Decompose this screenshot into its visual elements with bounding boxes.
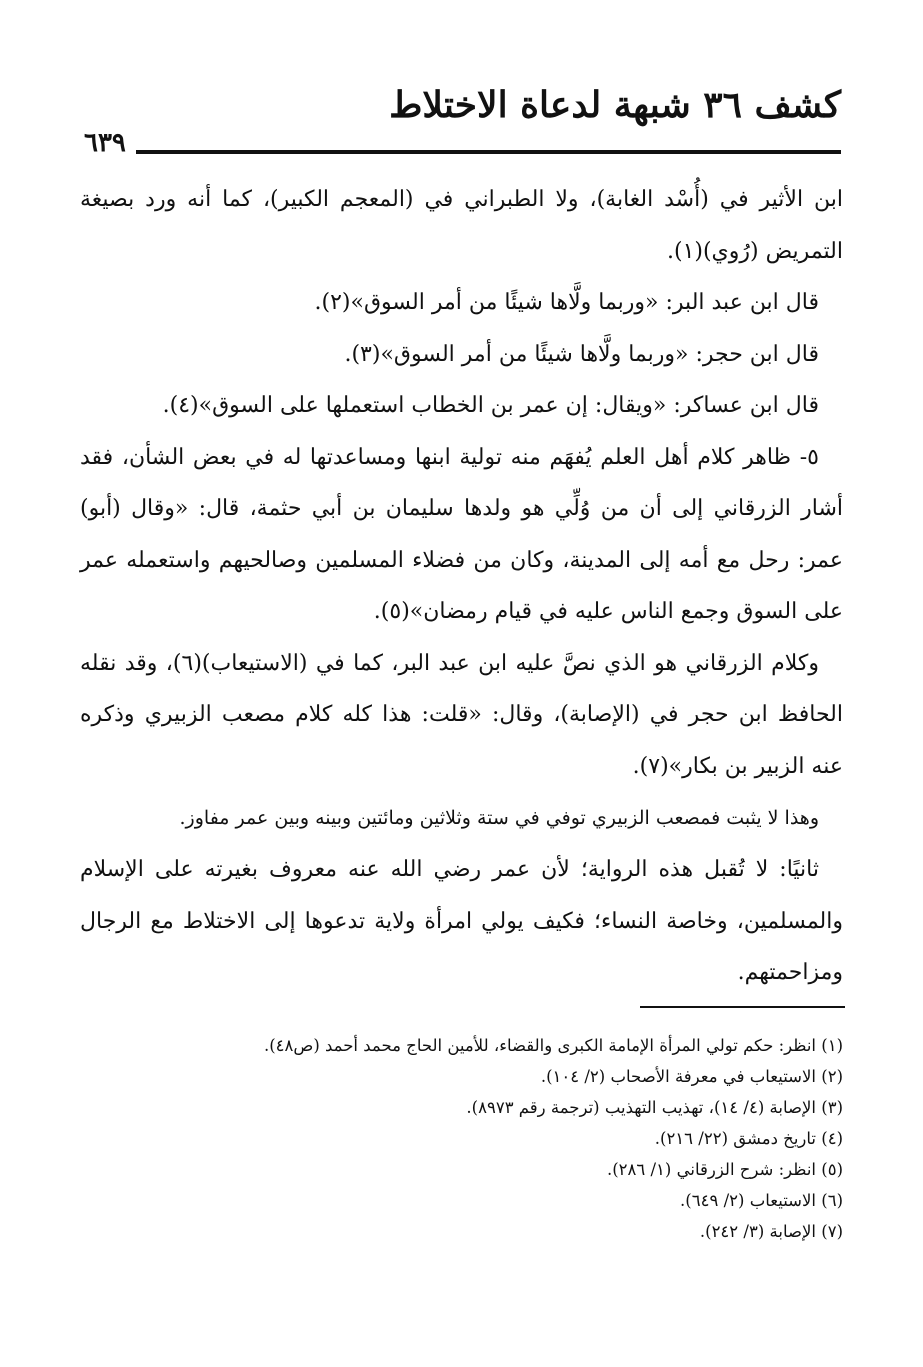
header-rule bbox=[136, 150, 841, 154]
footnote-rule bbox=[640, 1006, 845, 1008]
paragraph-8: ثانيًا: لا تُقبل هذه الرواية؛ لأن عمر رضي الله عنه معروف بغيرته على الإسلام والمسلمين، وخاصة النساء؛ فكيف يولي امرأة ولاية تدعوها إلى الاختلاط مع الرجال ومزاحمتهم. bbox=[80, 857, 843, 985]
paragraph-2: قال ابن عبد البر: «وربما ولَّاها شيئًا من أمر السوق»(٢). bbox=[314, 290, 819, 315]
paragraph-7: وهذا لا يثبت فمصعب الزبيري توفي في ستة وثلاثين ومائتين وبينه وبين عمر مفاوز. bbox=[179, 807, 819, 829]
paragraph-1: ابن الأثير في (أُسْد الغابة)، ولا الطبراني في (المعجم الكبير)، كما أنه ورد بصيغة التمريض (رُوي)(١). bbox=[80, 187, 843, 264]
paragraph-4: قال ابن عساكر: «ويقال: إن عمر بن الخطاب استعملها على السوق»(٤). bbox=[162, 393, 819, 418]
footnote-3: (٣) الإصابة (٤/ ١٤)، تهذيب التهذيب (ترجمة رقم ٨٩٧٣). bbox=[466, 1098, 843, 1117]
main-text bbox=[80, 174, 843, 999]
footnote-1: (١) انظر: حكم تولي المرأة الإمامة الكبرى والقضاء، للأمين الحاج محمد أحمد (ص٤٨). bbox=[263, 1036, 843, 1055]
footnote-2: (٢) الاستيعاب في معرفة الأصحاب (٢/ ١٠٤). bbox=[540, 1067, 843, 1086]
footnote-5: (٥) انظر: شرح الزرقاني (١/ ٢٨٦). bbox=[606, 1160, 843, 1179]
footnote-7: (٧) الإصابة (٣/ ٢٤٢). bbox=[699, 1222, 843, 1241]
paragraph-3: قال ابن حجر: «وربما ولَّاها شيئًا من أمر السوق»(٣). bbox=[344, 341, 819, 367]
paragraph-5: ٥- ظاهر كلام أهل العلم يُفهَم منه تولية ابنها ومساعدتها له في بعض الشأن، فقد أشار الزرقاني إلى أن من وُلِّي هو ولدها سليمان بن أبي حثمة، قال: «وقال (أبو) عمر: رحل مع أمه إلى المدينة، وكان من فضلاء المسلمين وصالحيهم واستعمله عمر على السوق وجمع الناس عليه في قيام رمضان»(٥). bbox=[80, 444, 843, 624]
page-number: ٦٣٩ bbox=[84, 128, 126, 158]
book-title: كشف ٣٦ شبهة لدعاة الاختلاط bbox=[389, 84, 841, 126]
footnotes bbox=[80, 1030, 843, 1247]
paragraph-6: وكلام الزرقاني هو الذي نصَّ عليه ابن عبد البر، كما في (الاستيعاب)(٦)، وقد نقله الحافظ ابن حجر في (الإصابة)، وقال: «قلت: هذا كله كلام مصعب الزبيري وذكره عنه الزبير بن بكار»(٧). bbox=[80, 650, 843, 779]
footnote-4: (٤) تاريخ دمشق (٢٢/ ٢١٦). bbox=[654, 1129, 843, 1148]
footnote-6: (٦) الاستيعاب (٢/ ٦٤٩). bbox=[680, 1191, 843, 1210]
